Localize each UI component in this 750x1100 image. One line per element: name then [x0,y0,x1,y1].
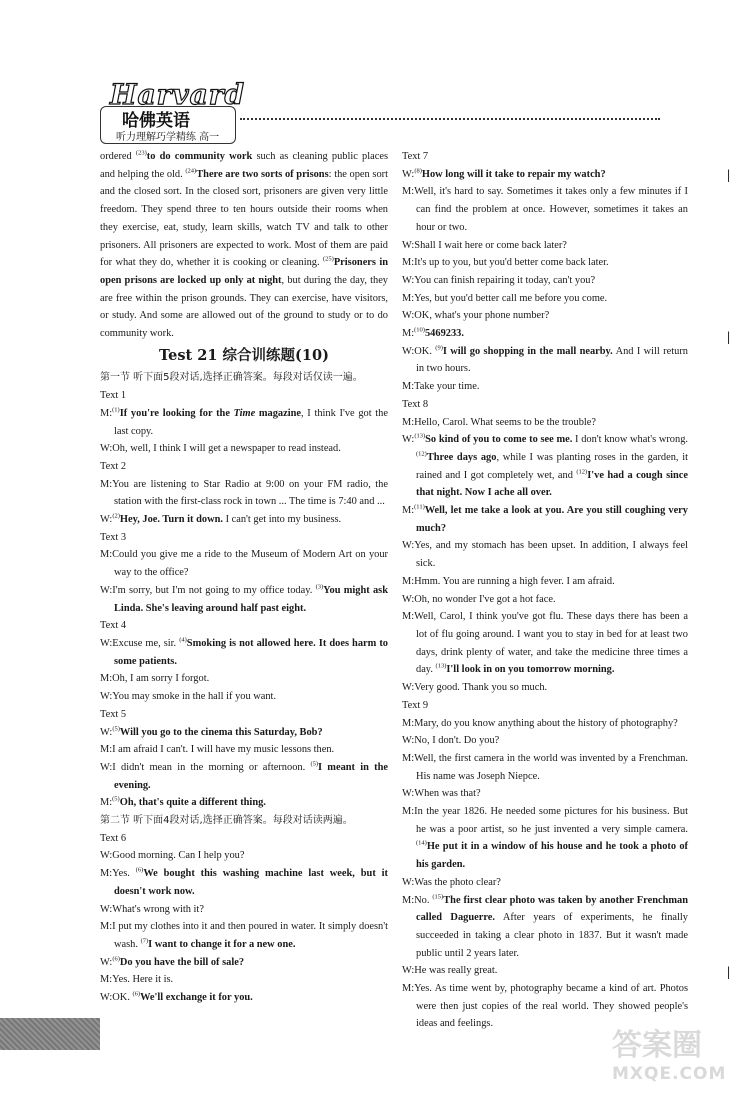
question-marker: (12) [416,450,427,458]
dialogue-text: W:Shall I wait here or come back later? [402,239,567,251]
question-marker: (14) [416,839,427,847]
margin-mark: | [727,330,731,345]
answer-key-text: Time [233,407,256,419]
dialogue-text: W:OK. [402,345,436,357]
dialogue-line [402,962,688,980]
dialogue-text: M:I am afraid I can't. I will have my music lessons then. [100,744,335,756]
dialogue-number: Text 3 [100,531,127,543]
answer-key-text: I've had a cough since that night. Now I ache all over. [416,469,689,499]
dialogue-text: W:What's wrong with it? [100,903,204,915]
answer-key-text: Well, let me take a look at you. Are you still coughing very much? [416,505,688,534]
dialogue-text: W:You can finish repairing it today, can't you? [402,274,596,286]
dialogue-text: , while I was planting roses in the garden, it rained and I got completely wet, and [416,451,688,481]
left-column [100,148,388,1007]
question-marker: (2) [112,512,120,520]
answer-key-text: We'll exchange it for you. [140,992,253,1004]
question-marker: (23) [135,149,147,157]
answer-key-text: I'll look in on you tomorrow morning. [446,664,615,676]
dialogue-text: : the open sort and the closed sort. In the closed sort, prisoners are given very little freedom. They spend three to ten hours outside their rooms when they exercise, eat, study, learn skills, watch TV and talk to other prisoners. All prisoners are expected to work. Most of them are paid for what they do, whether it is cooking or cleaning. [100,168,388,269]
intro-paragraph [100,148,388,343]
answer-key-text: Smoking is not allowed here. It does harm to some patients. [114,637,389,667]
right-dialogues [402,148,688,1033]
watermark-url: MXQE.COM [612,1064,727,1084]
answer-key-text: Oh, that's quite a different thing. [119,797,266,809]
logo-word: Harvard [110,78,246,111]
header-dotted-rule [240,118,660,120]
answer-key-text: Prisoners in open prisons are locked up only at night [100,257,388,286]
dialogue-number: Text 9 [402,699,429,711]
dialogue-line [402,573,688,591]
answer-key-text: You might ask Linda. She's leaving around half past eight. [114,584,388,614]
dialogue-text: M:Well, the first camera in the world was invented by a Frenchman. His name was Joseph Niepce. [402,752,688,782]
dialogue-text: W:OK. [100,992,133,1004]
section-2-instructions: 第二节 听下面4段对话,选择正确答案。每段对话读两遍。 [100,815,353,827]
dialogue-line [100,759,388,794]
dialogue-text: , I think I've got the last copy. [114,407,388,437]
dialogue-number: Text 7 [402,151,429,162]
dialogue-line [100,741,388,759]
question-marker: (13) [414,432,426,440]
dialogue-line [100,724,388,742]
dialogue-line [402,343,688,378]
dialogue-text: W:Good morning. Can I help you? [100,850,245,862]
answer-key-text: Three days ago [426,451,497,463]
dialogue-text: M:Could you give me a ride to the Museum of Modern Art on your way to the office? [100,549,388,579]
dialogue-line [100,865,388,900]
dialogue-number: Text 4 [100,620,127,632]
dialogue-text: M:Oh, I am sorry I forgot. [100,673,210,685]
dialogue-line [100,971,388,989]
answer-key-text: How long will it take to repair my watch? [421,168,606,180]
dialogue-line [402,892,688,963]
answer-key-text: He put it in a window of his house and he took a photo of his garden. [416,841,688,871]
dialogue-line [100,989,388,1007]
answer-key-text: Do you have the bill of sale? [119,956,245,968]
left-dialogues [100,387,388,1007]
dialogue-text: W:Excuse me, sir. [100,637,180,649]
answer-key-text: I meant in the evening. [114,761,388,791]
dialogue-text: W: [402,168,415,180]
dialogue-text: W:When was that? [402,788,481,800]
dialogue-line [402,307,688,325]
dialogue-line [402,272,688,290]
question-marker: (15) [432,893,444,901]
dialogue-text: W:I'm sorry, but I'm not going to my office today. [100,584,316,596]
dialogue-text: M:Hmm. You are running a high fever. I am afraid. [402,575,615,587]
dialogue-text: M: [402,505,415,517]
book-subtitle: 听力理解巧学精练 高一 [116,132,220,143]
dialogue-line [402,785,688,803]
dialogue-text: M:Yes, but you'd better call me before you come. [402,292,608,304]
question-marker: (9) [435,344,443,352]
dialogue-line [402,750,688,785]
dialogue-text: W:Yes, and my stomach has been upset. In addition, I always feel sick. [402,540,688,570]
answer-key-text: I want to change it for a new one. [148,938,296,950]
question-marker: (8) [414,167,422,175]
dialogue-line [402,732,688,750]
dialogue-number: Text 6 [100,832,127,844]
dialogue-text: M:Yes. [100,868,136,880]
dialogue-line [100,794,388,812]
dialogue-text: W: [100,726,113,738]
dialogue-line [402,254,688,272]
dialogue-line [100,918,388,953]
dialogue-number: Text 2 [100,460,127,472]
dialogue-text: M:In the year 1826. He needed some pictures for his business. But he was a poor artist, so he just invented a very simple camera. [402,806,688,835]
dialogue-line [402,325,688,343]
dialogue-text: W:Was the photo clear? [402,876,501,888]
dialogue-line [402,608,688,679]
dialogue-text: W: [100,514,113,526]
dialogue-line [402,414,688,432]
dialogue-number: Text 5 [100,708,127,720]
dialogue-text: W:OK, what's your phone number? [402,310,550,322]
dialogue-line [402,290,688,308]
dialogue-line [100,954,388,972]
dialogue-text: M:No. [402,894,433,906]
dialogue-line [100,901,388,919]
question-marker: (25) [322,255,334,263]
question-marker: (5) [112,725,120,733]
question-marker: (10) [414,326,425,334]
dialogue-line [402,183,688,236]
right-column [402,148,688,1033]
watermark [612,1020,742,1092]
dialogue-line [402,378,688,396]
dialogue-line [100,635,388,670]
dialogue-line [402,874,688,892]
dialogue-line [402,166,688,184]
dialogue-line [402,679,688,697]
dialogue-text: M: [100,797,113,809]
dialogue-line [100,847,388,865]
question-marker: (3) [315,583,324,591]
dialogue-text: W: [402,434,415,446]
dialogue-line [402,803,688,874]
question-marker: (1) [112,406,120,414]
question-marker: (7) [140,937,149,945]
dialogue-text: ordered [100,151,136,162]
question-marker: (11) [414,503,425,511]
answer-key-text: There are two sorts of prisons [196,168,329,180]
dialogue-number: Text 8 [402,398,429,410]
harvard-logo [100,78,246,143]
margin-mark: | [727,965,731,980]
dialogue-text: W:No, I don't. Do you? [402,735,500,747]
answer-key-text: Will you go to the cinema this Saturday, Bob? [119,726,323,738]
dialogue-text: W:Very good. Thank you so much. [402,682,548,694]
page-header [100,78,660,150]
answer-key-text: If you're looking for the [119,407,234,419]
dialogue-text: W: [100,956,113,968]
dialogue-line [402,591,688,609]
dialogue-text: W:I didn't mean in the morning or afternoon. [100,761,311,773]
dialogue-line [402,431,688,502]
dialogue-line [100,582,388,617]
dialogue-text: I don't know what's wrong. [572,434,688,446]
dialogue-number: Text 1 [100,390,127,402]
question-marker: (6) [132,990,141,998]
dialogue-line [402,502,688,537]
dialogue-text: And I will return in two hours. [416,345,688,375]
dialogue-text: M:Mary, do you know anything about the history of photography? [402,717,678,729]
dialogue-line [402,715,688,733]
dialogue-line [100,440,388,458]
scan-corner-texture [0,1018,100,1050]
question-marker: (24) [185,167,197,175]
answer-key-text: magazine [255,407,302,419]
dialogue-text: W:Oh, no wonder I've got a hot face. [402,593,556,605]
dialogue-text: After years of experiments, he finally succeeded in taking a clear photo in 1837. But it wasn't made public until 2 years later. [416,912,688,959]
answer-key-text: We bought this washing machine last week, but it doesn't work now. [114,868,388,897]
question-marker: (5) [112,795,120,803]
answer-key-text: The first clear photo was taken by another Frenchman called Daguerre. [416,894,688,924]
dialogue-text: W:You may smoke in the hall if you want. [100,691,277,703]
question-marker: (4) [179,636,187,644]
dialogue-text: W:Oh, well, I think I will get a newspaper to read instead. [100,443,341,455]
dialogue-text: , but during the day, they are free within the prison grounds. They can exercise, have visitors, or study. And some are allowed out of the ground to study or to do community work. [100,274,389,340]
dialogue-text: M:You are listening to Star Radio at 9:00 on your FM radio, the station with the first-class rock in town ... The time is 7:40 and ... [100,478,388,508]
watermark-logo: 答案圈 [612,1028,702,1063]
dialogue-line [100,511,388,529]
dialogue-text: W:He was really great. [402,965,498,977]
dialogue-line [100,546,388,581]
dialogue-text: M: [100,407,113,419]
dialogue-line [402,537,688,572]
question-marker: (5) [310,760,319,768]
dialogue-text: such as cleaning public places and helping the old. [100,151,389,180]
test-title: Test 21 综合训练题(10) [159,346,329,364]
dialogue-line [100,670,388,688]
question-marker: (13) [435,662,447,670]
dialogue-text: M:Yes. Here it is. [100,974,174,986]
logo-chinese-title: 哈佛英语 [122,111,190,131]
dialogue-text: M:Hello, Carol. What seems to be the trouble? [402,416,597,428]
dialogue-line [100,476,388,511]
dialogue-text: M: [402,328,415,340]
answer-key-text: Hey, Joe. Turn it down. [119,514,223,526]
dialogue-text: M:Take your time. [402,381,480,393]
answer-key-text: I will go shopping in the mall nearby. [442,345,613,357]
dialogue-text: M:Yes. As time went by, photography became a kind of art. Photos were then just copies of the real world. They showed people's ideas and feelings. [402,983,688,1030]
dialogue-text: M:Well, Carol, I think you've got flu. These days there has been a lot of flu going around. I want you to stay in bed for at least two days, drink plenty of water, and take the medicine three times a day. [402,611,688,676]
dialogue-line [100,688,388,706]
answer-key-text: So kind of you to come to see me. [425,434,573,446]
dialogue-text: M:Well, it's hard to say. Sometimes it takes only a few minutes if I can find the problem at once. However, sometimes it takes an hour or two. [402,186,688,233]
section-1-instructions: 第一节 听下面5段对话,选择正确答案。每段对话仅读一遍。 [100,372,363,384]
question-marker: (6) [112,955,120,963]
margin-mark: | [727,168,731,183]
dialogue-text: M:It's up to you, but you'd better come back later. [402,257,609,269]
dialogue-line [100,405,388,440]
dialogue-line [402,237,688,255]
intro-text [100,148,388,343]
dialogue-text: M:I put my clothes into it and then poured in water. It simply doesn't wash. [100,921,388,950]
dialogue-text: I can't get into my business. [222,514,342,526]
question-marker: (12) [576,468,588,476]
answer-key-text: to do community work [146,151,253,162]
answer-key-text: 5469233. [424,328,464,340]
question-marker: (6) [135,866,144,874]
